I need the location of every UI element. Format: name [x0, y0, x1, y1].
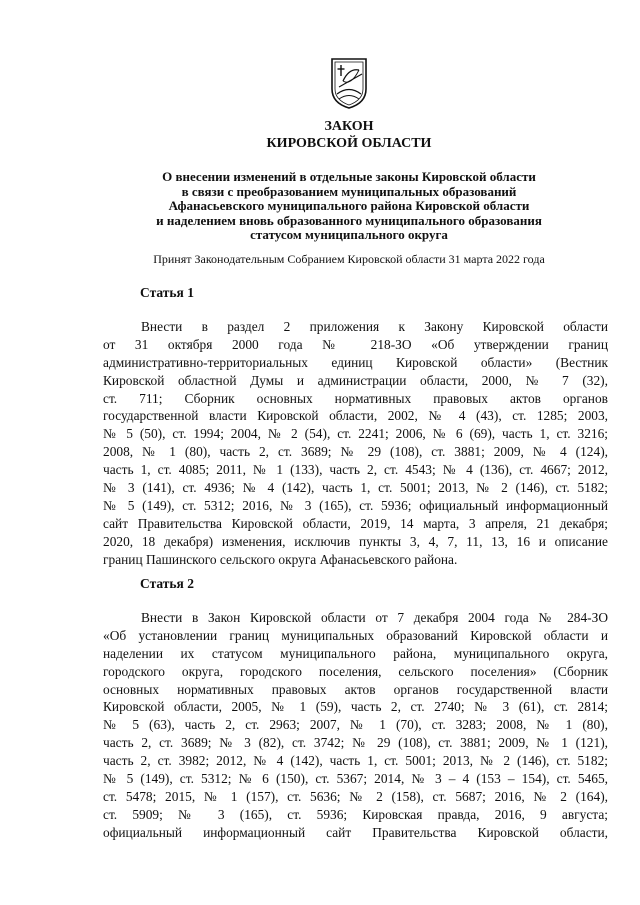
text-line: официальный информационный сайт Правительства Кировской области, [103, 824, 608, 840]
article-1-heading: Статья 1 [140, 285, 194, 300]
law-region: КИРОВСКОЙ ОБЛАСТИ [266, 136, 432, 151]
law-title: ЗАКОН [324, 119, 374, 134]
law-subject [0, 170, 640, 243]
subject-line: статусом муниципального округа [250, 227, 448, 243]
text-line: 2020, 18 декабря) изменения, исключив пункты 3, 4, 7, 11, 13, 16 и описание [103, 533, 608, 549]
subject-line: в связи с преобразованием муниципальных образований [181, 183, 517, 199]
text-line: 2008, № 1 (80), часть 2, ст. 3689; № 29 (108), ст. 3881; 2009, № 4 (124), [103, 444, 608, 460]
text-line: № 5 (50), ст. 1994; 2004, № 2 (54), ст. 2241; 2006, № 6 (69), часть 1, ст. 3216; [103, 426, 608, 442]
text-line: наделении их статусом муниципального района, муниципального округа, [103, 645, 608, 661]
adoption-note: Принят Законодательным Собранием Кировской области 31 марта 2022 года [153, 252, 545, 266]
text-line: часть 2, ст. 3689; № 3 (82), ст. 3742; № 29 (108), ст. 3881; 2009, № 1 (121), [103, 735, 608, 751]
text-line: Кировской области, 2005, № 1 (59), часть 2, ст. 2740; № 3 (61), ст. 2814; [103, 699, 608, 715]
subject-line: Афанасьевского муниципального района Кировской области [168, 198, 530, 214]
text-line: государственной власти Кировской области, 2002, № 4 (43), ст. 1285; 2003, [103, 408, 608, 424]
text-line: часть 2, ст. 3982; 2012, № 4 (142), часть 1, ст. 5001; 2013, № 2 (146), ст. 5182; [103, 753, 608, 769]
kirov-coat-of-arms-icon [329, 56, 369, 110]
text-line: границ Пашинского сельского округа Афанасьевского района. [103, 551, 458, 567]
text-line: № 5 (149), ст. 5312; 2016, № 3 (165), ст. 5936; официальный информационный [103, 497, 608, 513]
text-line: Внести в Закон Кировской области от 7 декабря 2004 года № 284-ЗО [141, 610, 608, 625]
text-line: от 31 октября 2000 года № 218-ЗО «Об утверждении границ [103, 336, 608, 352]
text-line: городского округа, городского поселения, сельского поселения» (Сборник [103, 663, 608, 679]
article-2-heading: Статья 2 [140, 576, 194, 591]
text-line: ст. 5478; 2015, № 1 (157), ст. 5636; № 2 (158), ст. 5687; 2016, № 2 (164), [103, 788, 608, 804]
text-line: ст. 5909; № 3 (165), ст. 5936; Кировская правда, 2016, 9 августа; [103, 806, 608, 822]
text-line: Кировской областной Думы и администрации области, 2000, № 7 (32), [103, 372, 608, 388]
text-line: № 5 (63), часть 2, ст. 2963; 2007, № 1 (70), ст. 3283; 2008, № 1 (80), [103, 717, 608, 733]
text-line: административно-территориальных единиц Кировской области» (Вестник [103, 354, 608, 370]
subject-line: О внесении изменений в отдельные законы Кировской области [162, 169, 536, 184]
article-1-text [103, 318, 608, 568]
article-2-text [103, 609, 608, 842]
text-line: ст. 711; Сборник основных нормативных правовых актов органов [103, 390, 608, 406]
text-line: № 3 (141), ст. 4936; № 4 (142), часть 1, ст. 5001; 2013, № 2 (146), ст. 5182; [103, 480, 608, 496]
text-line: сайт Правительства Кировской области, 2019, 14 марта, 3 апреля, 21 декабря; [103, 515, 608, 531]
text-line: часть 1, ст. 4085; 2011, № 1 (133), часть 2, ст. 4543; № 4 (136), ст. 4667; 2012, [103, 462, 608, 478]
text-line: Внести в раздел 2 приложения к Закону Кировской области [141, 319, 608, 334]
text-line: № 5 (149), ст. 5312; № 6 (150), ст. 5367; 2014, № 3 – 4 (153 – 154), ст. 5465, [103, 771, 608, 787]
subject-line: и наделением вновь образованного муниципального образования [156, 212, 542, 228]
text-line: «Об установлении границ муниципальных образований Кировской области и [103, 627, 608, 643]
text-line: основных нормативных правовых актов органов государственной власти [103, 681, 608, 697]
